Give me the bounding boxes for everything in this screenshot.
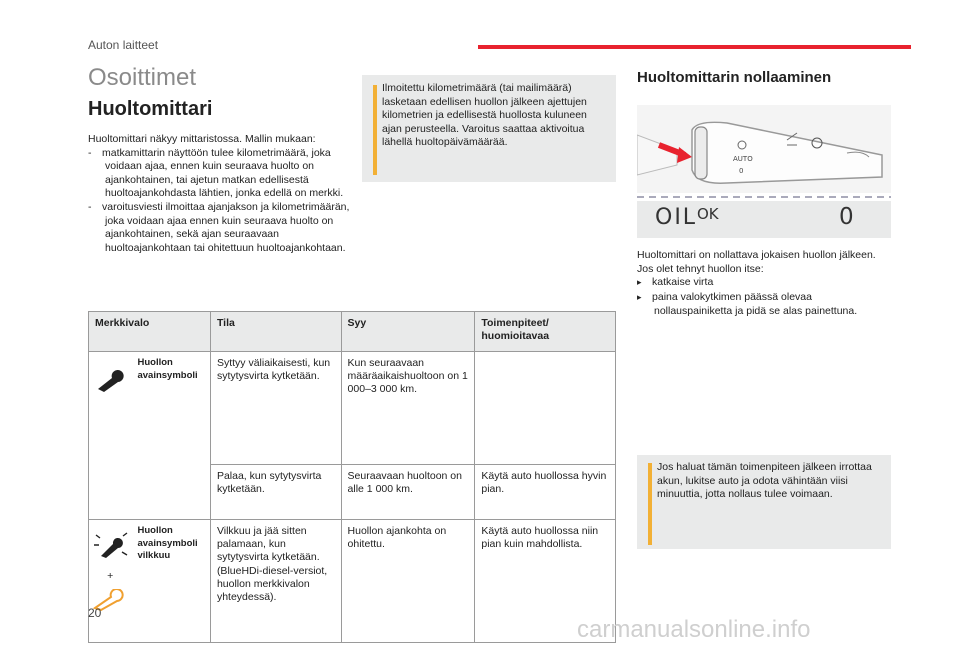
bullet-item: ▸ paina valokytkimen päässä olevaa nollauspainiketta ja pidä se alas painettuna. bbox=[637, 290, 858, 318]
reset-paragraph: Huoltomittari on nollattava jokaisen huollon jälkeen. bbox=[637, 249, 876, 261]
table-cell: Palaa, kun sytytysvirta kytketään. bbox=[210, 465, 341, 520]
wrench-icon bbox=[95, 370, 125, 392]
table-cell: Käytä auto huollossa niin pian kuin mahdollista. bbox=[475, 520, 616, 643]
bullet-item: ▸ katkaise virta bbox=[637, 276, 714, 289]
intro-paragraph: Huoltomittari näkyy mittaristossa. Mallin mukaan: bbox=[88, 133, 316, 145]
o-label: 0 bbox=[739, 167, 744, 175]
section-label: Auton laitteet bbox=[88, 38, 159, 52]
table-header: Syy bbox=[341, 312, 475, 352]
oil-display bbox=[637, 201, 891, 238]
reset-paragraph-2: Jos olet tehnyt huollon itse: bbox=[637, 262, 764, 275]
table-row bbox=[89, 520, 616, 643]
info-box bbox=[637, 455, 891, 549]
table-cell: Vilkkuu ja jää sitten palamaan, kun sytytysvirta kytketään. (BlueHDi-diesel-versiot, huollon merkkivalon yhteydessä). bbox=[210, 520, 341, 643]
table-cell bbox=[89, 352, 132, 520]
table-cell: Seuraavaan huoltoon on alle 1 000 km. bbox=[341, 465, 475, 520]
info-text: Ilmoitettu kilometrimäärä (tai mailimäärä) lasketaan edellisen huollon jälkeen ajettujen kilometrien ja edellisestä huollosta kuluneen ajan perusteella. Varoitus saattaa aktivoitua lähellä huoltopäivämäärää. bbox=[382, 82, 587, 149]
divider bbox=[637, 196, 891, 198]
table-header: Tila bbox=[210, 312, 341, 352]
table-header: Merkkivalo bbox=[89, 312, 211, 352]
table-header-row bbox=[89, 312, 616, 352]
table-cell: Huollon ajankohta on ohitettu. bbox=[341, 520, 475, 643]
wrench-flashing-icon bbox=[92, 532, 128, 558]
checkbox-icon: ▸ bbox=[637, 278, 642, 289]
auto-label: AUTO bbox=[733, 155, 753, 163]
info-box bbox=[362, 75, 616, 182]
table-cell: Huollon avainsymboli vilkkuu bbox=[131, 520, 210, 643]
plus-sign: + bbox=[107, 570, 114, 583]
reset-instructions bbox=[637, 249, 891, 319]
counter-zero: 0 bbox=[839, 204, 854, 230]
bullet-item: - varoitusviesti ilmoittaa ajanjakson ja kilometrimäärän, joka voidaan ajaa ennen kuin seuraava huolto on ajankohtainen, sekä ajan seuraavaan huoltoajankohtaan tai ohitettuun huoltoajankohtaan. bbox=[88, 200, 350, 254]
page-title: Osoittimet bbox=[88, 64, 197, 91]
info-icon bbox=[373, 85, 377, 175]
table-cell bbox=[475, 352, 616, 465]
table-cell: Käytä auto huollossa hyvin pian. bbox=[475, 465, 616, 520]
table-row bbox=[89, 352, 616, 465]
table-cell bbox=[89, 520, 132, 643]
header-accent-bar bbox=[478, 45, 911, 49]
table-cell: Kun seuraavaan määräaikaishuoltoon on 1 000–3 000 km. bbox=[341, 352, 475, 465]
bullet-item: - matkamittarin näyttöön tulee kilometrimäärä, joka voidaan ajaa, ennen kuin seuraava huolto on ajankohtainen, tai ajetun matkan edellisestä huoltoajankohdasta lähtien, jonka edellä on merkki. bbox=[88, 146, 344, 200]
section-heading: Huoltomittari bbox=[88, 98, 213, 120]
stalk-drawing bbox=[637, 105, 891, 193]
indicator-table bbox=[88, 311, 616, 643]
light-stalk-illustration bbox=[637, 105, 891, 193]
oil-text: OIL bbox=[655, 205, 698, 230]
table-cell: Syttyy väliaikaisesti, kun sytytysvirta kytketään. bbox=[210, 352, 341, 465]
checkbox-icon: ▸ bbox=[637, 292, 642, 303]
ok-text: OK bbox=[697, 205, 719, 223]
page-number: 20 bbox=[88, 606, 102, 620]
info-icon bbox=[648, 463, 652, 545]
info-text: Jos haluat tämän toimenpiteen jälkeen irrottaa akun, lukitse auto ja odota vähintään viisi minuuttia, jotta nollaus tulee voimaan. bbox=[657, 461, 872, 501]
table-cell: Huollon avainsymboli bbox=[131, 352, 210, 520]
table-header: Toimenpiteet/ huomioitavaa bbox=[475, 312, 616, 352]
watermark: carmanualsonline.info bbox=[577, 616, 811, 643]
intro-text-block bbox=[88, 133, 350, 255]
reset-heading: Huoltomittarin nollaaminen bbox=[637, 69, 832, 86]
